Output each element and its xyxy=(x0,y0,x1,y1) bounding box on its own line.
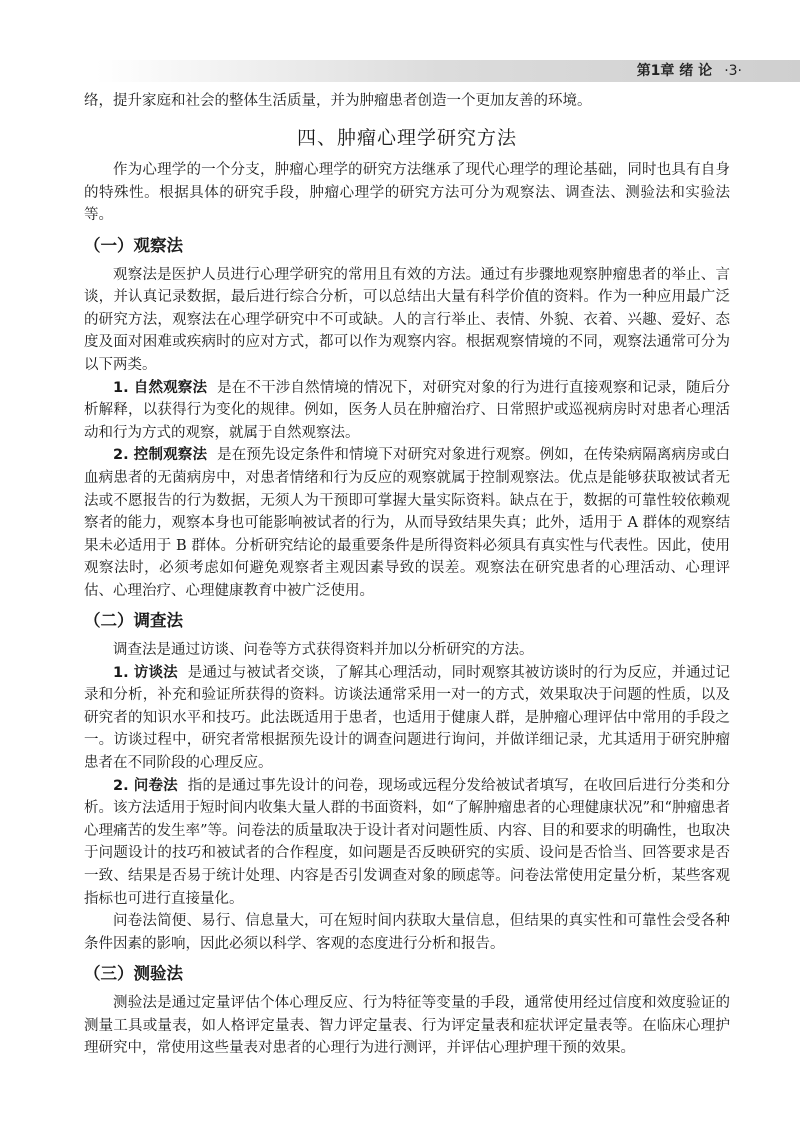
running-header xyxy=(637,60,742,82)
interview-text: 是通过与被试者交谈，了解其心理活动，同时观察其被访谈时的行为反应，并通过记录和分析，补充和验证所获得的资料。访谈法通常采用一对一的方式，效果取决于问题的性质，以及研究者的知识水平和技巧。此法既适用于患者，也适用于健康人群，是肿瘤心理评估中常用的手段之一。访谈过程中，研究者常根据预先设计的调查问题进行询问，并做详细记录，尤其适用于研究肿瘤患者在不同阶段的心理反应。 xyxy=(84,664,730,772)
chapter-title: 第1章 绪 论 xyxy=(636,63,713,79)
natural-observation-text: 是在不干涉自然情境的情况下，对研究对象的行为进行直接观察和记录，随后分析解释，以获得行为变化的规律。例如，医务人员在肿瘤治疗、日常照护或巡视病房时对患者心理活动和行为方式的观察，就属于自然观察法。 xyxy=(84,379,730,441)
questionnaire-paragraph xyxy=(84,775,730,911)
section-intro-paragraph: 作为心理学的一个分支，肿瘤心理学的研究方法继承了现代心理学的理论基础，同时也具有自身的特殊性。根据具体的研究手段，肿瘤心理学的研究方法可分为观察法、调查法、测验法和实验法等。 xyxy=(84,162,730,224)
page-number: ·3· xyxy=(724,63,742,79)
controlled-observation-term: 2. 控制观察法 xyxy=(113,447,208,464)
subsection-heading-test: （三）测验法 xyxy=(84,964,183,984)
subsection-heading-observation: （一）观察法 xyxy=(84,235,183,255)
interview-term: 1. 访谈法 xyxy=(113,664,178,681)
controlled-observation-paragraph xyxy=(84,444,730,602)
natural-observation-paragraph xyxy=(84,377,730,445)
natural-observation-term: 1. 自然观察法 xyxy=(113,379,208,396)
controlled-observation-text: 是在预先设定条件和情境下对研究对象进行观察。例如，在传染病隔离病房或白血病患者的无菌病房中，对患者情绪和行为反应的观察就属于控制观察法。优点是能够获取被试者无法或不愿报告的行为数据，无须人为干预即可掌握大量实际资料。缺点在于，数据的可靠性较依赖观察者的能力，观察本身也可能影响被试者的行为，从而导致结果失真；此外，适用于 A 群体的观察结果未必适用于 B 群体。分析研究结论的最重要条件是所得资料必须具有真实性与代表性。因此，使用观察法时，必须考虑如何避免观察者主观因素导致的误差。观察法在研究患者的心理活动、心理评估、心理治疗、心理健康教育中被广泛使用。 xyxy=(84,447,730,599)
observation-intro-paragraph: 观察法是医护人员进行心理学研究的常用且有效的方法。通过有步骤地观察肿瘤患者的举止、言谈，并认真记录数据，最后进行综合分析，可以总结出大量有科学价值的资料。作为一种应用最广泛的研究方法，观察法在心理学研究中不可或缺。人的言行举止、表情、外貌、衣着、兴趣、爱好、态度及面对困难或疾病时的应对方式，都可以作为观察内容。根据观察情境的不同，观察法通常可分为以下两类。 xyxy=(84,266,730,373)
survey-intro-paragraph: 调查法是通过访谈、问卷等方式获得资料并加以分析研究的方法。 xyxy=(113,642,534,659)
page-body xyxy=(84,90,730,1060)
questionnaire-term: 2. 问卷法 xyxy=(113,777,178,794)
test-intro-paragraph: 测验法是通过定量评估个体心理反应、行为特征等变量的手段，通常使用经过信度和效度验证的测量工具或量表，如人格评定量表、智力评定量表、行为评定量表和症状评定量表等。在临床心理护理研究中，常使用这些量表对患者的心理行为进行测评，并评估心理护理干预的效果。 xyxy=(84,994,730,1057)
questionnaire-text: 指的是通过事先设计的问卷，现场或远程分发给被试者填写，在收回后进行分类和分析。该方法适用于短时间内收集大量人群的书面资料，如“了解肿瘤患者的心理健康状况”和“肿瘤患者心理痛苦的发生率”等。问卷法的质量取决于设计者对问题性质、内容、目的和要求的明确性，也取决于问题设计的技巧和被试者的合作程度，如问题是否反映研究的实质、设问是否恰当、回答要求是否一致、结果是否易于统计处理、内容是否引发调查对象的顾虑等。问卷法常使用定量分析，某些客观指标也可进行直接量化。 xyxy=(84,777,730,907)
interview-paragraph xyxy=(84,662,730,775)
questionnaire-summary-paragraph: 问卷法简便、易行、信息量大，可在短时间内获取大量信息，但结果的真实性和可靠性会受各种条件因素的影响，因此必须以科学、客观的态度进行分析和报告。 xyxy=(84,913,730,952)
section-title: 四、肿瘤心理学研究方法 xyxy=(296,126,517,149)
continuation-paragraph: 络，提升家庭和社会的整体生活质量，并为肿瘤患者创造一个更加友善的环境。 xyxy=(84,93,592,109)
subsection-heading-survey: （二）调查法 xyxy=(84,611,183,631)
